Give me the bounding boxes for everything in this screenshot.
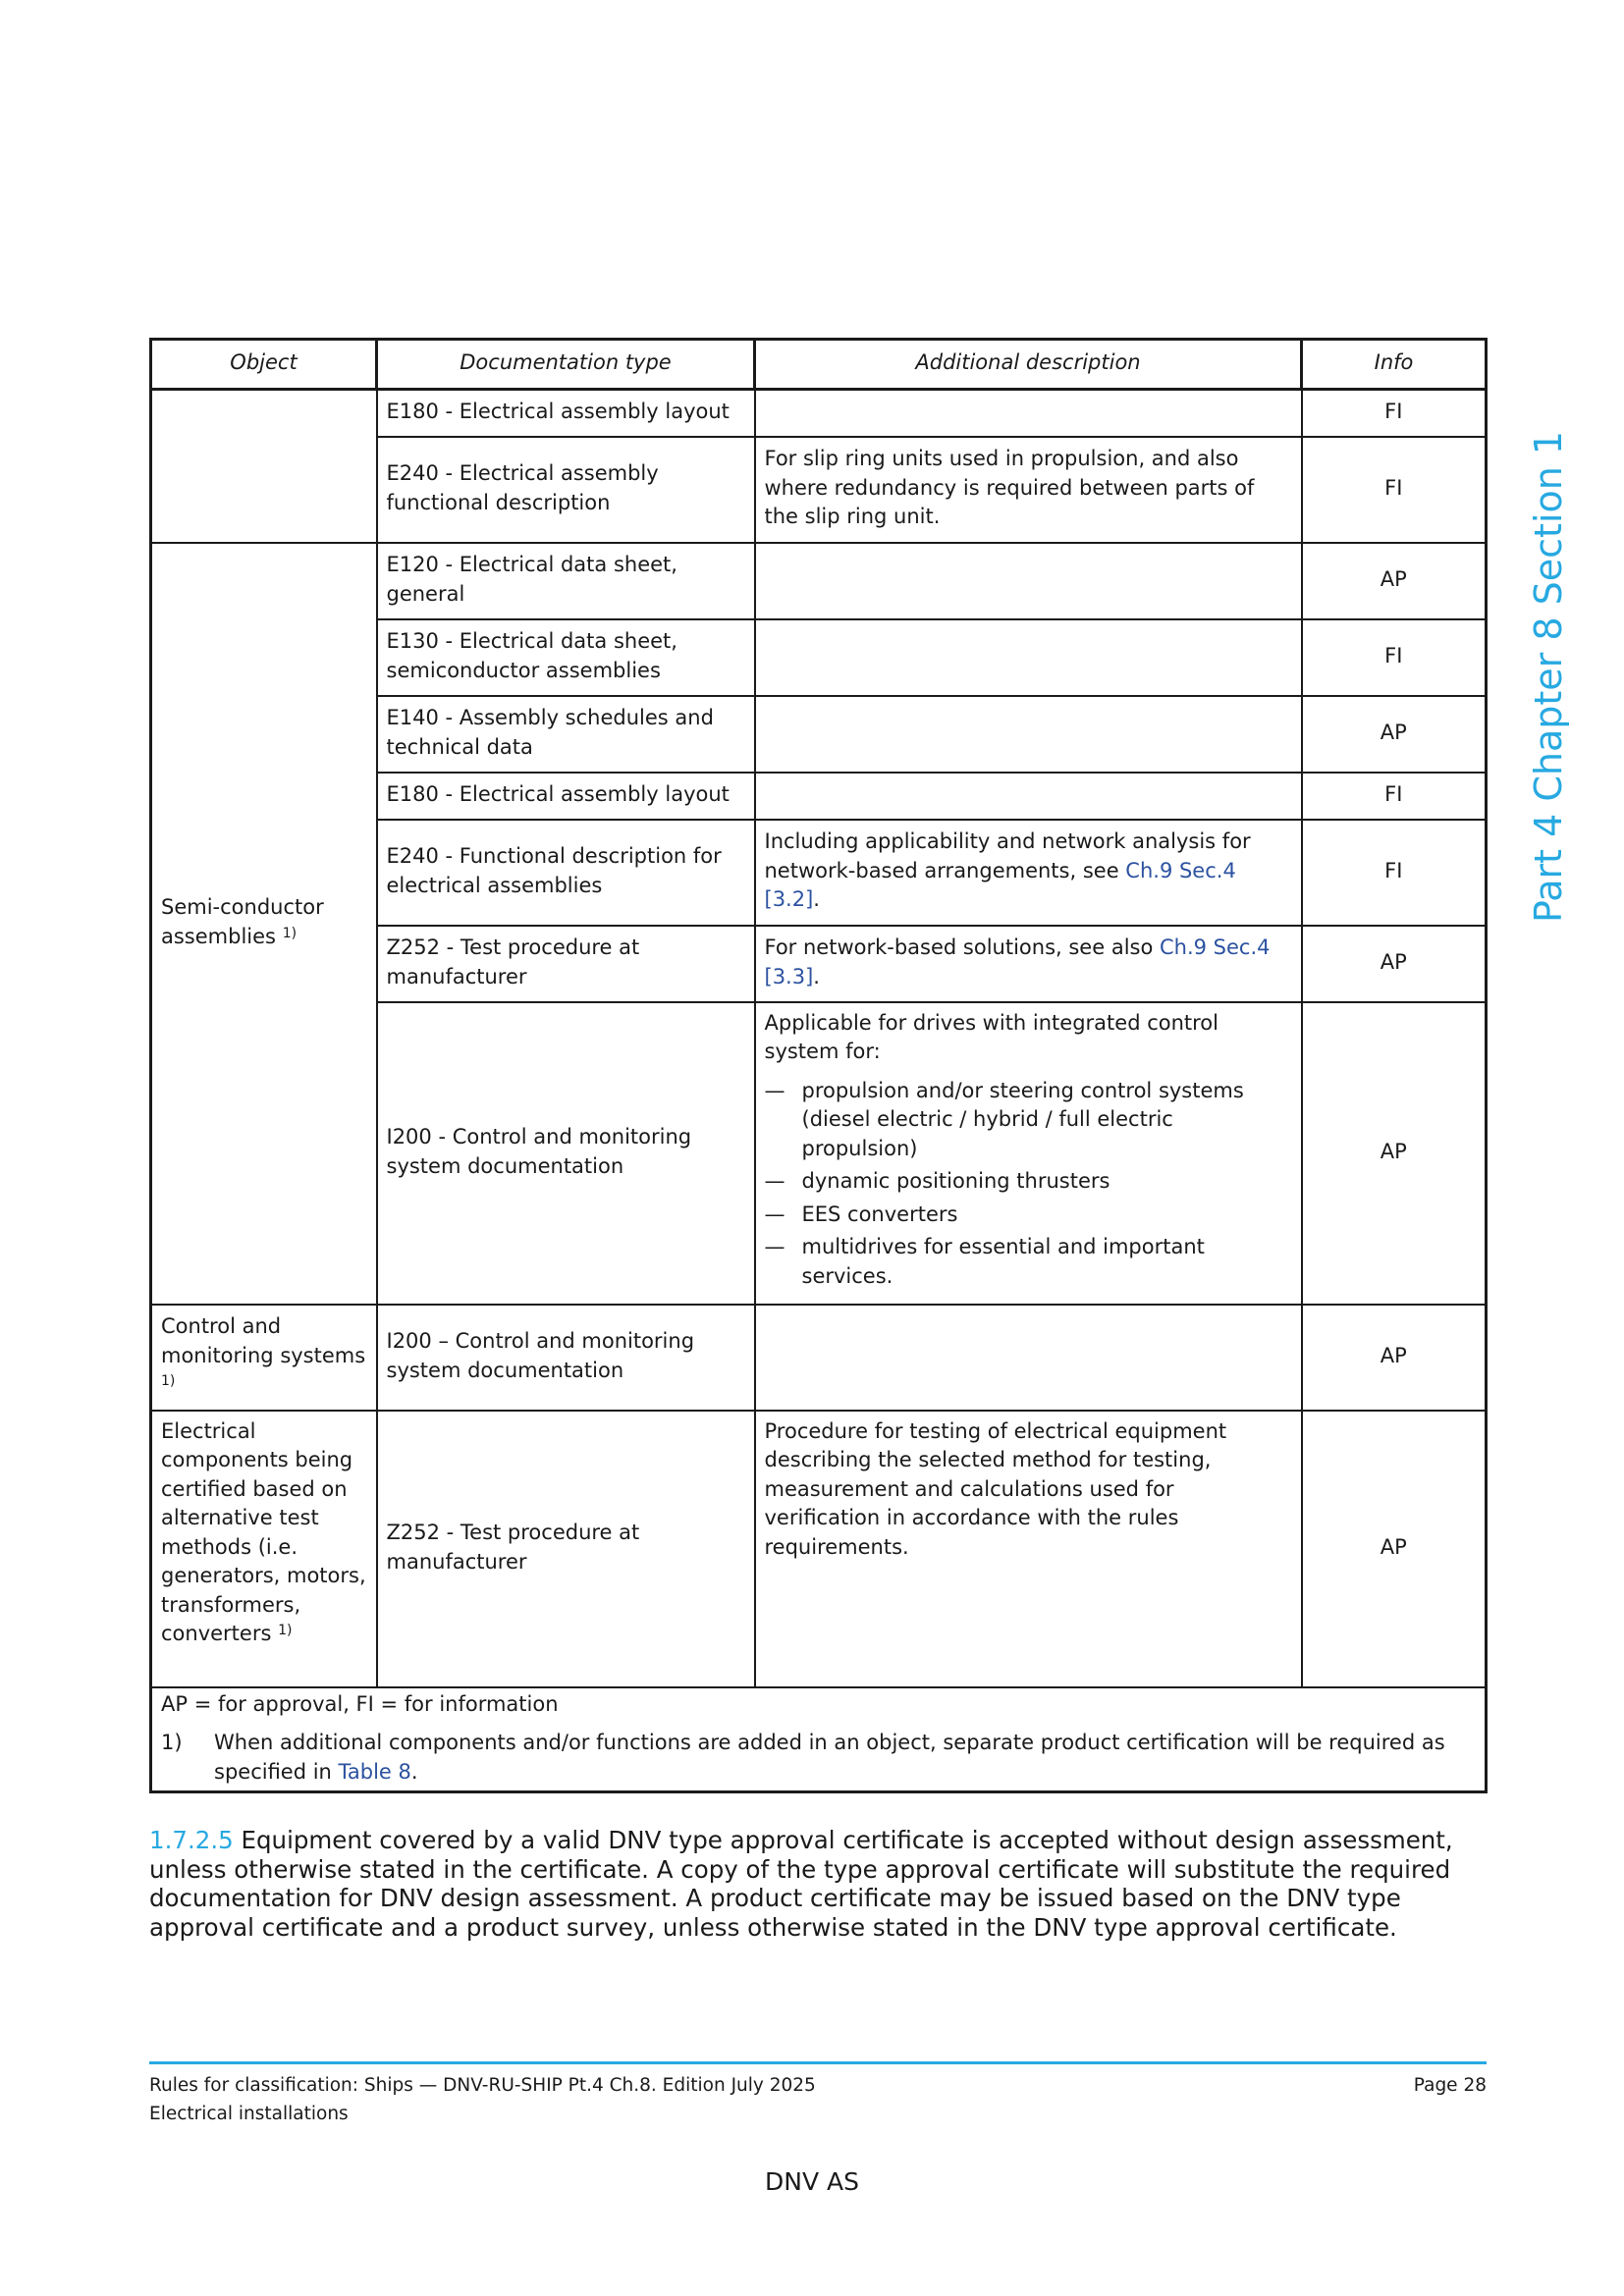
footnote-body: When additional components and/or functions are added in an object, separate product certification will be required as specified in <box>214 1731 1445 1784</box>
object-cell-empty <box>151 390 377 543</box>
table-8-link[interactable]: Table 8 <box>338 1759 411 1784</box>
paragraph-1-7-2-5 <box>149 1826 1487 1942</box>
cross-reference-link[interactable]: Ch.9 Sec.4 [3.3] <box>764 935 1271 988</box>
info-cell: AP <box>1302 1411 1487 1687</box>
table-header-row <box>151 340 1487 390</box>
additional-cell <box>755 773 1302 820</box>
footer-left <box>149 2071 816 2128</box>
footnote-end: . <box>410 1759 418 1784</box>
additional-cell <box>755 390 1302 437</box>
footnote-text <box>214 1729 1476 1787</box>
doc-type-cell: E240 - Functional description for electrical assemblies <box>377 820 755 926</box>
additional-text: Including applicability and network analysis for network-based arrangements, see <box>764 829 1251 882</box>
object-cell-semiconductor <box>151 543 377 1305</box>
info-cell: AP <box>1302 543 1487 619</box>
company-name: DNV AS <box>765 2167 859 2196</box>
additional-text-end: . <box>813 964 820 988</box>
doc-type-cell: E120 - Electrical data sheet, general <box>377 543 755 619</box>
additional-cell <box>755 619 1302 696</box>
abbreviation-legend: AP = for approval, FI = for information <box>161 1691 559 1716</box>
side-section-title <box>1527 353 1570 923</box>
doc-type-cell: E240 - Electrical assembly functional description <box>377 437 755 543</box>
footnote-ref: 1) <box>278 1623 293 1638</box>
table-notes-cell <box>151 1687 1487 1792</box>
doc-type-cell: E180 - Electrical assembly layout <box>377 773 755 820</box>
additional-cell <box>755 820 1302 926</box>
header-additional-description: Additional description <box>755 340 1302 390</box>
header-info: Info <box>1302 340 1487 390</box>
object-text: Control and monitoring systems <box>161 1314 366 1367</box>
additional-cell <box>755 1002 1302 1305</box>
info-cell: FI <box>1302 619 1487 696</box>
footnote-ref: 1) <box>161 1373 176 1390</box>
additional-cell <box>755 926 1302 1002</box>
cross-reference-link[interactable]: Ch.9 Sec.4 [3.2] <box>764 858 1236 912</box>
table-row <box>151 390 1487 437</box>
bullet-list <box>765 1077 1292 1292</box>
doc-type-cell: E180 - Electrical assembly layout <box>377 390 755 437</box>
additional-cell <box>755 543 1302 619</box>
doc-type-cell: I200 – Control and monitoring system documentation <box>377 1305 755 1411</box>
info-cell: FI <box>1302 437 1487 543</box>
doc-type-cell: Z252 - Test procedure at manufacturer <box>377 926 755 1002</box>
additional-text-end: . <box>813 887 820 912</box>
paragraph-number: 1.7.2.5 <box>149 1826 234 1854</box>
info-cell: FI <box>1302 390 1487 437</box>
doc-type-cell: Z252 - Test procedure at manufacturer <box>377 1411 755 1687</box>
doc-type-cell: I200 - Control and monitoring system documentation <box>377 1002 755 1305</box>
footer-subject: Electrical installations <box>149 2104 349 2124</box>
page-number: Page 28 <box>1413 2075 1487 2096</box>
additional-cell <box>755 1305 1302 1411</box>
table-notes-row <box>151 1687 1487 1792</box>
info-cell: AP <box>1302 696 1487 773</box>
object-text: Electrical components being certified based on alternative test methods (i.e. generators, motors, transformers, converters <box>161 1418 366 1645</box>
additional-cell: Procedure for testing of electrical equipment describing the selected method for testing, measurement and calculations used for verification in accordance with the rules requirements. <box>755 1411 1302 1687</box>
table-row <box>151 1411 1487 1687</box>
object-cell <box>151 1411 377 1687</box>
footer-rule-title: Rules for classification: Ships — DNV-RU-SHIP Pt.4 Ch.8. Edition July 2025 <box>149 2075 816 2096</box>
info-cell: AP <box>1302 926 1487 1002</box>
additional-cell: For slip ring units used in propulsion, and also where redundancy is required between parts of the slip ring unit. <box>755 437 1302 543</box>
doc-type-cell: E130 - Electrical data sheet, semiconductor assemblies <box>377 619 755 696</box>
info-cell: AP <box>1302 1305 1487 1411</box>
footnote <box>161 1729 1476 1787</box>
table-row <box>151 1305 1487 1411</box>
list-item: — multidrives for essential and important services. <box>765 1233 1292 1291</box>
side-section-title-text: Part 4 Chapter 8 Section 1 <box>1527 430 1570 923</box>
object-cell <box>151 1305 377 1411</box>
header-documentation-type: Documentation type <box>377 340 755 390</box>
object-text: Semi-conductor assemblies <box>161 895 324 948</box>
additional-intro: Applicable for drives with integrated control system for: <box>764 1010 1218 1063</box>
list-item: — dynamic positioning thrusters <box>765 1167 1292 1197</box>
footnote-ref: 1) <box>282 925 298 941</box>
footnote-number: 1) <box>161 1731 183 1754</box>
info-cell: AP <box>1302 1002 1487 1305</box>
documentation-requirements-table <box>149 338 1488 1793</box>
info-cell: FI <box>1302 773 1487 820</box>
table-row <box>151 543 1487 619</box>
paragraph-text: Equipment covered by a valid DNV type approval certificate is accepted without design assessment, unless otherwise stated in the certificate. A copy of the type approval certificate will substitute the required documentation for DNV design assessment. A product certificate may be issued based on the DNV type approval certificate and a product survey, unless otherwise stated in the DNV type approval certificate. <box>149 1826 1453 1942</box>
doc-type-cell: E140 - Assembly schedules and technical data <box>377 696 755 773</box>
additional-text: For network-based solutions, see also <box>764 935 1160 959</box>
info-cell: FI <box>1302 820 1487 926</box>
additional-cell <box>755 696 1302 773</box>
list-item: — EES converters <box>765 1201 1292 1230</box>
footer-divider <box>149 2061 1487 2064</box>
header-object: Object <box>151 340 377 390</box>
list-item: — propulsion and/or steering control systems (diesel electric / hybrid / full electric propulsion) <box>765 1077 1292 1164</box>
